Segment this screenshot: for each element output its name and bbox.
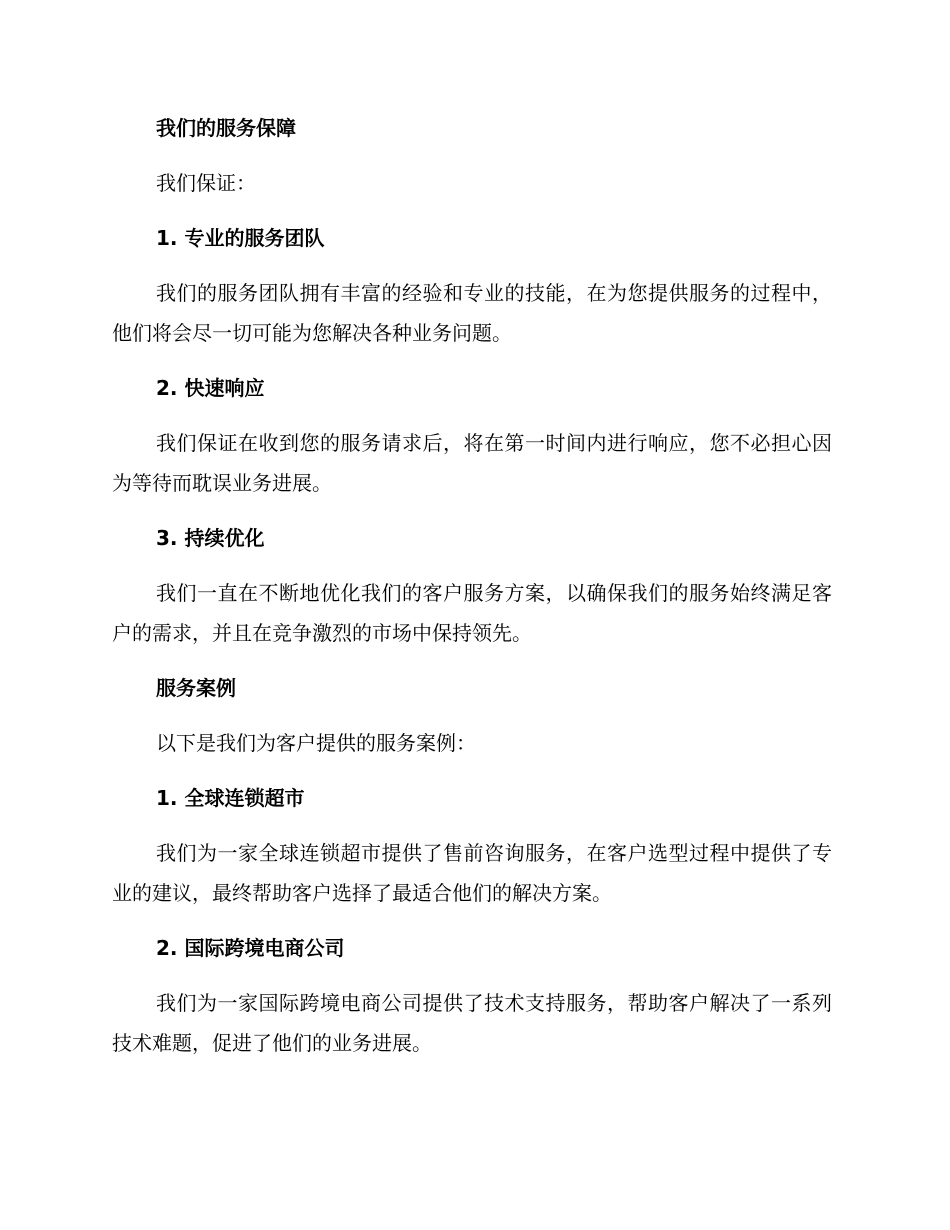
section-heading-service-guarantee: 我们的服务保障	[156, 116, 296, 140]
guarantee-intro-paragraph: 我们保证：	[156, 171, 256, 195]
document-body	[112, 108, 832, 1078]
subheading-continuous-optimization: 3. 持续优化	[156, 526, 265, 550]
service-cases-intro-paragraph: 以下是我们为客户提供的服务案例：	[156, 731, 476, 755]
section-heading-service-cases: 服务案例	[156, 676, 236, 700]
professional-team-paragraph: 我们的服务团队拥有丰富的经验和专业的技能，在为您提供服务的过程中，他们将会尽一切可能为您解决各种业务问题。	[112, 281, 832, 345]
continuous-optimization-paragraph: 我们一直在不断地优化我们的客户服务方案，以确保我们的服务始终满足客户的需求，并且在竞争激烈的市场中保持领先。	[112, 581, 832, 645]
subheading-professional-team: 1. 专业的服务团队	[156, 226, 325, 250]
global-supermarket-paragraph: 我们为一家全球连锁超市提供了售前咨询服务，在客户选型过程中提供了专业的建议，最终帮助客户选择了最适合他们的解决方案。	[112, 841, 832, 905]
subheading-global-supermarket: 1. 全球连锁超市	[156, 786, 305, 810]
subheading-cross-border-ecommerce: 2. 国际跨境电商公司	[156, 936, 345, 960]
subheading-fast-response: 2. 快速响应	[156, 376, 265, 400]
cross-border-ecommerce-paragraph: 我们为一家国际跨境电商公司提供了技术支持服务，帮助客户解决了一系列技术难题，促进了他们的业务进展。	[112, 991, 832, 1055]
fast-response-paragraph: 我们保证在收到您的服务请求后，将在第一时间内进行响应，您不必担心因为等待而耽误业务进展。	[112, 431, 832, 495]
